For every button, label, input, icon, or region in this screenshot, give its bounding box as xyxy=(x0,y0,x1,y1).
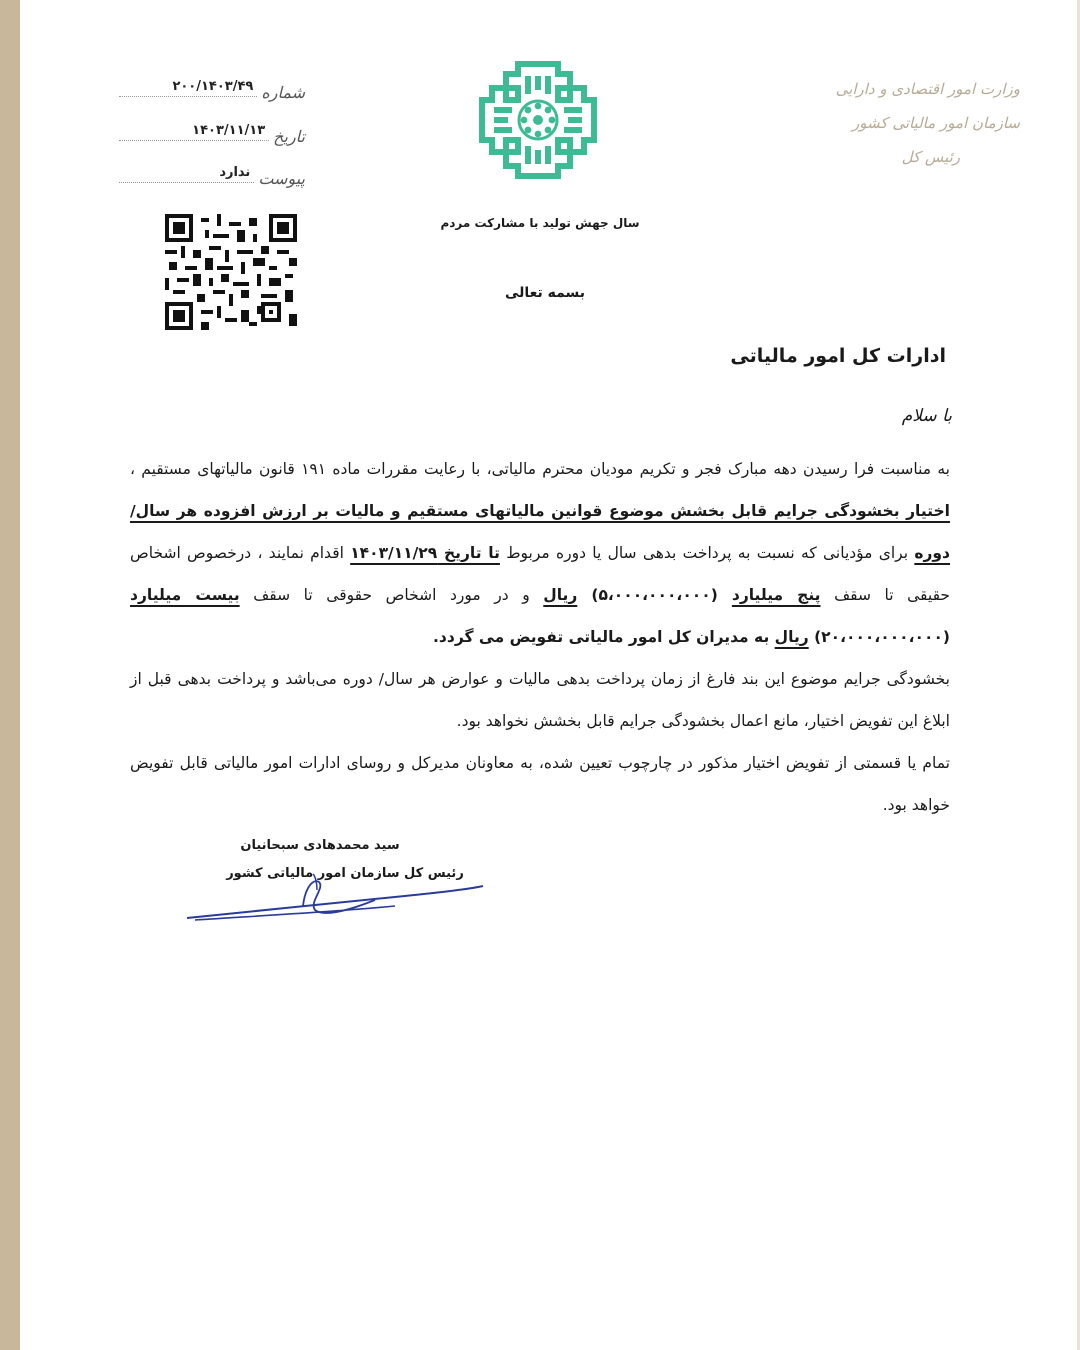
qr-code-icon xyxy=(165,214,297,330)
legal-cap-number: (۲۰،۰۰۰،۰۰۰،۰۰۰) xyxy=(808,628,950,646)
ministry-header xyxy=(800,72,1020,174)
letter-attachment-label: پیوست xyxy=(258,169,305,188)
organization-line: سازمان امور مالیاتی کشور xyxy=(852,114,1020,132)
letter-date-row xyxy=(115,116,305,146)
legal-cap-words: بیست میلیارد xyxy=(130,586,240,604)
individual-cap-words: پنج میلیارد xyxy=(731,586,821,604)
signatory-title: رئیس کل سازمان امور مالیاتی کشور xyxy=(226,866,464,881)
year-slogan: سال جهش تولید با مشارکت مردم xyxy=(440,216,640,230)
deadline-clause: تا تاریخ ۱۴۰۳/۱۱/۲۹ xyxy=(350,544,500,562)
paragraph-3: تمام یا قسمتی از تفویض اختیار مذکور در چارچوب تعیین شده، به معاونان مدیرکل و روسای ادارات امور مالیاتی قابل تفویض خواهد بود. xyxy=(130,754,950,814)
handwritten-signature-icon xyxy=(185,872,485,924)
letter-number-label: شماره xyxy=(261,83,305,102)
recipient-heading: ادارات کل امور مالیاتی xyxy=(730,345,946,367)
individual-cap-number: (۵،۰۰۰،۰۰۰،۰۰۰) xyxy=(577,586,732,604)
paragraph-2: بخشودگی جرایم موضوع این بند فارغ از زمان پرداخت بدهی مالیات و عوارض هر سال/ دوره می‌باشد و پرداخت بدهی قبل از ابلاغ این تفویض اختیار، مانع اعمال بخشودگی جرایم قابل بخشش نخواهد بود. xyxy=(130,670,950,730)
signatory-name: سید محمدهادی سبحانیان xyxy=(240,838,400,853)
tax-organization-logo-icon xyxy=(478,60,598,180)
greeting-text: با سلام xyxy=(901,406,952,426)
letter-date-value: ۱۴۰۳/۱۱/۱۳ xyxy=(192,123,266,138)
letter-number-value: ۲۰۰/۱۴۰۳/۴۹ xyxy=(172,79,254,94)
basmala-heading: بسمه تعالی xyxy=(504,285,586,301)
authority-clause: اختیار بخشودگی جرایم قابل بخشش موضوع قوانین مالیاتهای مستقیم و مالیات بر ارزش افزوده هر سال/ دوره xyxy=(130,502,951,562)
page-edge xyxy=(0,0,20,1350)
letter-attachment-row xyxy=(115,158,305,188)
letter-number-row xyxy=(115,72,305,102)
letter-body xyxy=(130,448,950,826)
ministry-line: وزارت امور اقتصادی و دارایی xyxy=(835,80,1020,98)
letter-date-label: تاریخ xyxy=(273,127,305,146)
paragraph-1: به مناسبت فرا رسیدن دهه مبارک فجر و تکریم مودیان محترم مالیاتی، با رعایت مقررات ماده ۱۹۱ قانون مالیاتهای مستقیم ، اختیار بخشودگی جرایم قابل بخشش موضوع قوانین مالیاتهای مستقیم و مالیات بر ارزش افزوده هر سال/ دوره برای مؤدیانی که نسبت به پرداخت بدهی سال یا دوره مربوط تا تاریخ ۱۴۰۳/۱۱/۲۹ اقدام نمایند ، درخصوص اشخاص حقیقی تا سقف پنج میلیارد (۵،۰۰۰،۰۰۰،۰۰۰) ریال و در مورد اشخاص حقوقی تا سقف بیست میلیارد (۲۰،۰۰۰،۰۰۰،۰۰۰) ریال به مدیران کل امور مالیاتی تفویض می گردد. xyxy=(130,460,951,646)
letter-attachment-value: ندارد xyxy=(219,165,251,180)
office-line: رئیس کل xyxy=(901,148,960,166)
